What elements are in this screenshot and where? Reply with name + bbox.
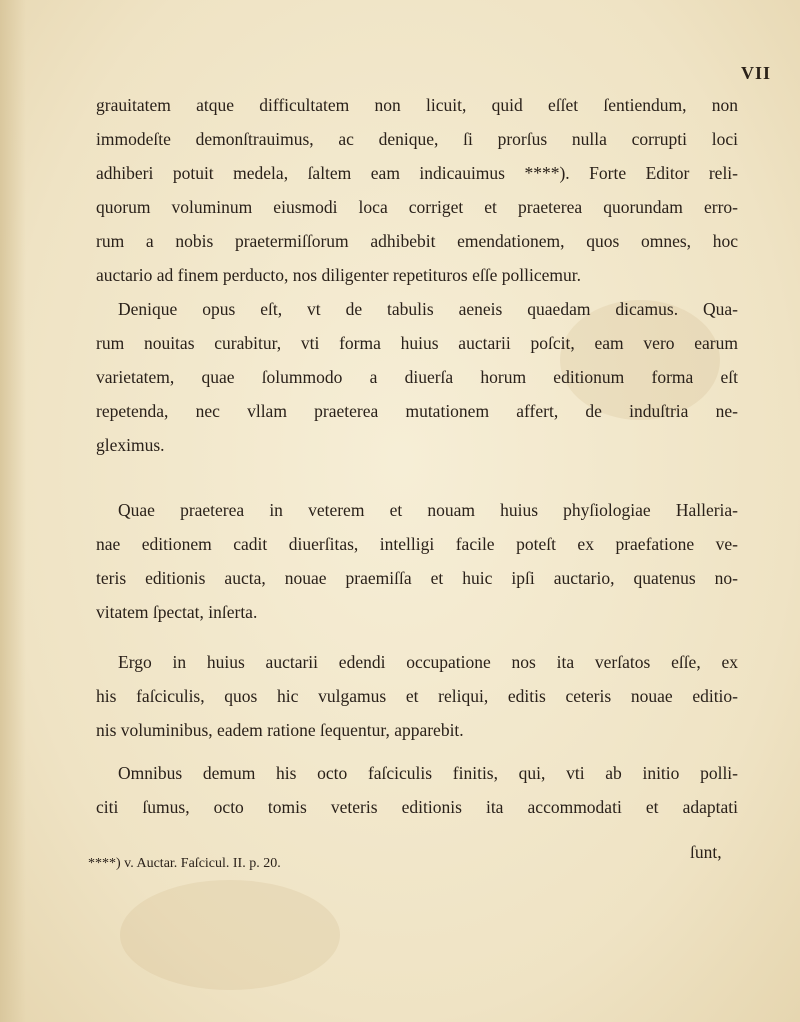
text-line: repetenda, nec vllam praeterea mutationem affert, de induſtria ne- — [96, 401, 738, 421]
paragraph-start-line: Denique opus eſt, vt de tabulis aeneis quaedam dicamus. Qua- — [118, 299, 738, 319]
text-line: rum a nobis praetermiſſorum adhibebit emendationem, quos omnes, hoc — [96, 231, 738, 251]
text-line: auctario ad finem perducto, nos diligenter repetituros eſſe pollicemur. — [96, 265, 581, 285]
catchword: ſunt, — [690, 842, 722, 862]
page-number: VII — [741, 63, 772, 83]
text-line: vitatem ſpectat, inſerta. — [96, 602, 258, 622]
text-line: varietatem, quae ſolummodo a diuerſa horum editionum forma eſt — [96, 367, 738, 387]
text-line: gleximus. — [96, 435, 165, 455]
text-line: citi ſumus, octo tomis veteris editionis ita accommodati et adaptati — [96, 797, 738, 817]
page-edge-shadow — [0, 0, 26, 1022]
text-line: quorum voluminum eiusmodi loca corriget et praeterea quorundam erro- — [96, 197, 738, 217]
text-line: nis voluminibus, eadem ratione ſequentur, apparebit. — [96, 720, 464, 740]
text-line: grauitatem atque difficultatem non licuit, quid eſſet ſentiendum, non — [96, 95, 738, 115]
text-line: teris editionis aucta, nouae praemiſſa et huic ipſi auctario, quatenus no- — [96, 568, 738, 588]
text-line: adhiberi potuit medela, ſaltem eam indicauimus ****). Forte Editor reli- — [96, 163, 738, 183]
text-line: rum nouitas curabitur, vti forma huius auctarii poſcit, eam vero earum — [96, 333, 738, 353]
footnote: ****) v. Auctar. Faſcicul. II. p. 20. — [88, 856, 281, 871]
text-line: nae editionem cadit diuerſitas, intelligi facile poteſt ex praefatione ve- — [96, 534, 738, 554]
paragraph-start-line: Omnibus demum his octo faſciculis finitis, qui, vti ab initio polli- — [118, 763, 738, 783]
text-line: his faſciculis, quos hic vulgamus et reliqui, editis ceteris nouae editio- — [96, 686, 738, 706]
paragraph-start-line: Ergo in huius auctarii edendi occupatione nos ita verſatos eſſe, ex — [118, 652, 738, 672]
text-line: immodeſte demonſtrauimus, ac denique, ſi prorſus nulla corrupti loci — [96, 129, 738, 149]
paragraph-start-line: Quae praeterea in veterem et nouam huius phyſiologiae Halleria- — [118, 500, 738, 520]
paper-stain — [120, 880, 340, 990]
